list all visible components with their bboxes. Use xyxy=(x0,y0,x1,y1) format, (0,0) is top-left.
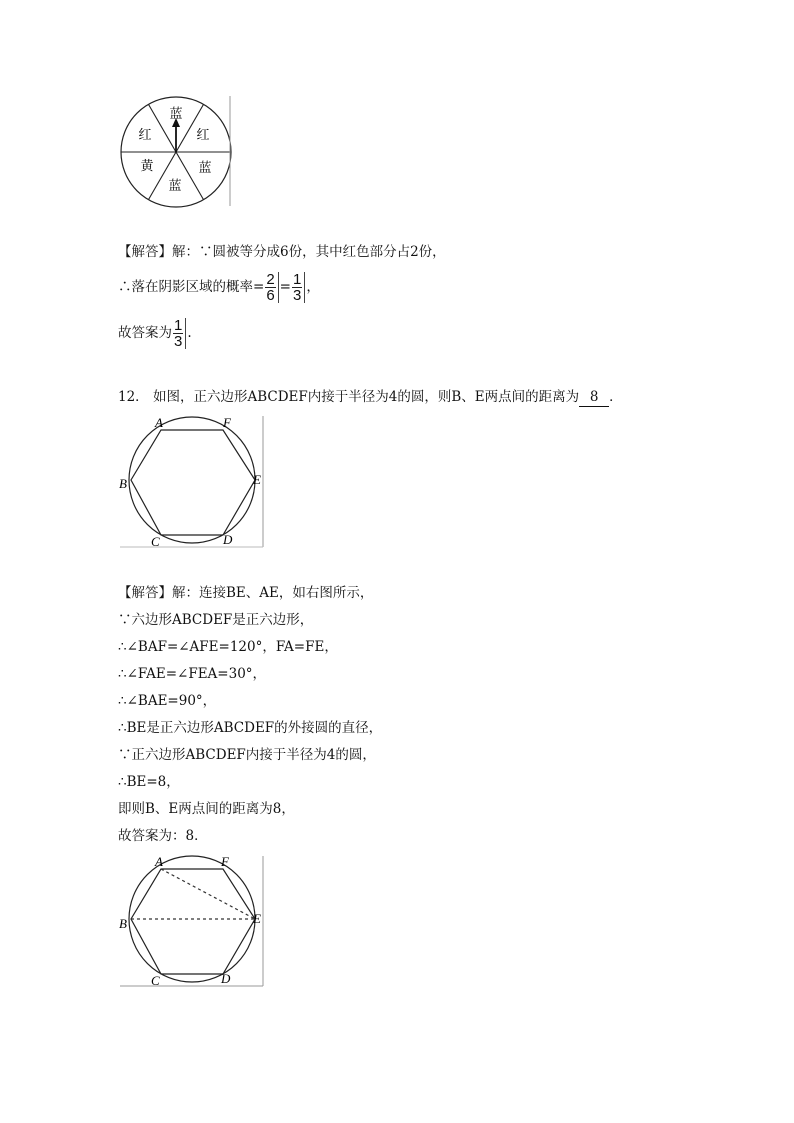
vertex-label-d: D xyxy=(221,971,231,986)
vertex-label-e: E xyxy=(253,472,261,487)
vertex-label-b: B xyxy=(119,476,127,491)
equals-sign: = xyxy=(279,279,291,295)
q11-line2-prefix: ∴落在阴影区域的概率= xyxy=(118,279,265,295)
fraction-two-sixths: $\frac{2}{6}$ xyxy=(265,272,278,303)
q12-solution-line: 即则B、E两点间的距离为8， xyxy=(118,801,295,817)
q11-solution-line3 xyxy=(118,318,192,349)
q12-solution-line: ∵正六边形ABCDEF内接于半径为4的圆， xyxy=(118,747,376,763)
q12-answer-blank: 8 xyxy=(579,388,609,407)
q12-solution-line: ∵六边形ABCDEF是正六边形， xyxy=(118,612,314,628)
sector-label-lower-right: 蓝 xyxy=(198,161,212,176)
spinner-figure xyxy=(115,92,240,210)
q12-solution-line: ∴∠BAE=90°， xyxy=(118,693,217,709)
q11-line2-suffix: ， xyxy=(306,279,320,295)
sector-label-bottom: 蓝 xyxy=(168,179,182,194)
vertex-label-e: E xyxy=(253,911,261,926)
vertex-label-c: C xyxy=(151,973,160,988)
sector-label-lower-left: 黄 xyxy=(140,159,154,174)
q11-line3-prefix: 故答案为 xyxy=(118,325,172,341)
q12-solution-line: 【解答】解：连接BE、AE，如右图所示， xyxy=(118,585,374,601)
fraction-one-third: $\frac{1}{3}$ xyxy=(292,272,305,303)
q11-solution-line2 xyxy=(118,272,320,303)
vertex-label-b: B xyxy=(119,916,127,931)
hexagon-figure-2 xyxy=(115,852,270,992)
vertex-label-f: F xyxy=(221,854,229,869)
q12-stem-prefix: 12． 如图，正六边形ABCDEF内接于半径为4的圆，则B、E两点间的距离为 xyxy=(118,389,580,405)
q12-solution-line: 故答案为：8． xyxy=(118,828,208,844)
q12-solution-line: ∴∠FAE=∠FEA=30°， xyxy=(118,666,267,682)
hexagon-figure-1 xyxy=(115,412,270,552)
q12-solution-line: ∴BE是正六边形ABCDEF的外接圆的直径， xyxy=(118,720,383,736)
sector-label-upper-right: 红 xyxy=(196,128,210,143)
vertex-label-d: D xyxy=(223,532,233,547)
vertex-label-f: F xyxy=(223,415,231,430)
q12-stem xyxy=(118,388,623,407)
fraction-answer-one-third: $\frac{1}{3}$ xyxy=(173,318,186,349)
q12-solution-line: ∴BE=8， xyxy=(118,774,180,790)
vertex-label-c: C xyxy=(151,534,160,549)
q11-line1-text: 【解答】解：∵圆被等分成6份，其中红色部分占2份， xyxy=(118,244,446,260)
q12-solution-line: ∴∠BAF=∠AFE=120°，FA=FE， xyxy=(118,639,338,655)
q11-line3-suffix: . xyxy=(187,325,192,341)
sector-label-top: 蓝 xyxy=(169,107,183,122)
vertex-label-a: A xyxy=(155,415,163,430)
sector-label-upper-left: 红 xyxy=(138,128,152,143)
vertex-label-a: A xyxy=(155,854,163,869)
q12-stem-suffix: ． xyxy=(609,389,623,405)
q11-solution-line1 xyxy=(118,243,446,261)
